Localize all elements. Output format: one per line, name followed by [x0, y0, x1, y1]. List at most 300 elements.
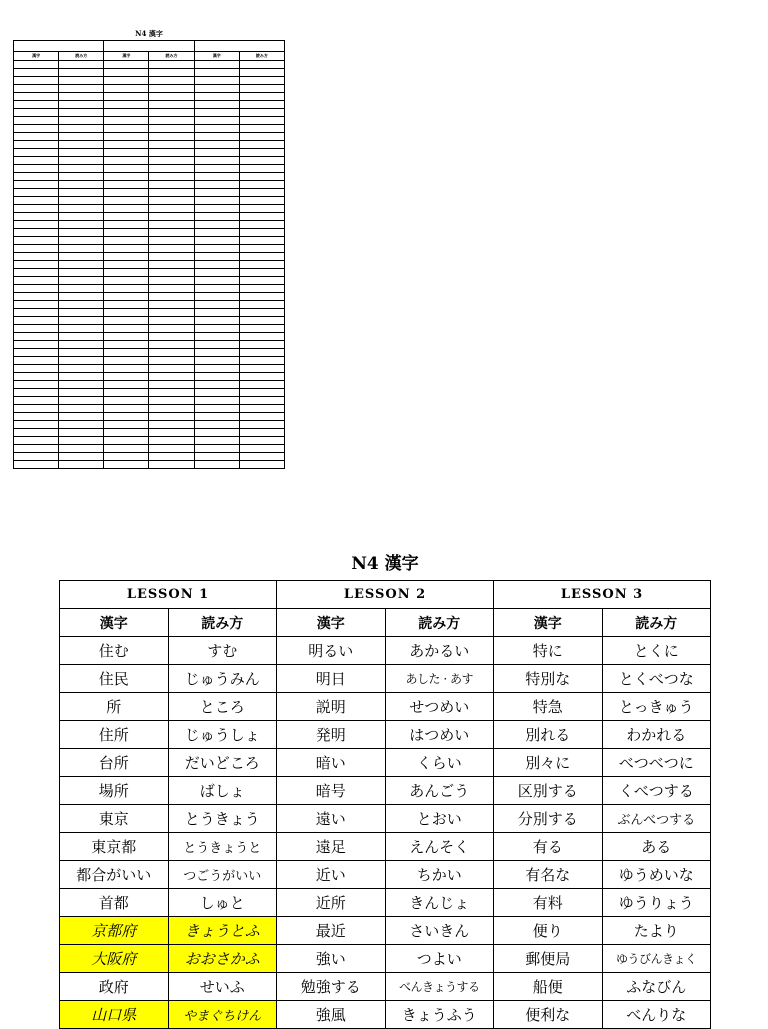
thumbnail-blank-cell: [14, 333, 59, 341]
thumbnail-blank-cell: [59, 461, 104, 469]
table-row: [60, 1001, 711, 1029]
thumbnail-blank-cell: [59, 365, 104, 373]
thumbnail-blank-cell: [104, 69, 149, 77]
column-header-kanji: 漢字: [277, 609, 386, 637]
thumbnail-blank-cell: [104, 325, 149, 333]
thumbnail-blank-cell: [239, 373, 284, 381]
thumbnail-blank-cell: [239, 221, 284, 229]
thumbnail-header-reading: 読み方: [59, 52, 104, 61]
lesson-3-header: LESSON 3: [494, 581, 711, 609]
thumbnail-blank-cell: [149, 301, 194, 309]
thumbnail-blank-cell: [14, 213, 59, 221]
thumbnail-blank-cell: [14, 181, 59, 189]
kanji-cell: 東京都: [60, 833, 169, 861]
thumbnail-blank-cell: [194, 349, 239, 357]
thumbnail-blank-cell: [59, 309, 104, 317]
thumbnail-blank-cell: [194, 173, 239, 181]
thumbnail-header-reading: 読み方: [149, 52, 194, 61]
thumbnail-blank-cell: [239, 421, 284, 429]
reading-cell: あした · あす: [385, 665, 494, 693]
reading-cell: ゆうりょう: [602, 889, 711, 917]
thumbnail-blank-cell: [59, 269, 104, 277]
thumbnail-blank-cell: [104, 373, 149, 381]
thumbnail-blank-cell: [194, 205, 239, 213]
thumbnail-blank-cell: [59, 325, 104, 333]
reading-cell: えんそく: [385, 833, 494, 861]
thumbnail-blank-cell: [149, 133, 194, 141]
thumbnail-blank-cell: [194, 309, 239, 317]
thumbnail-blank-cell: [59, 229, 104, 237]
table-row: [60, 665, 711, 693]
thumbnail-blank-cell: [194, 109, 239, 117]
table-row: [60, 973, 711, 1001]
thumbnail-blank-cell: [194, 69, 239, 77]
thumbnail-blank-row: [14, 277, 285, 285]
thumbnail-blank-row: [14, 141, 285, 149]
thumbnail-blank-cell: [59, 317, 104, 325]
thumbnail-blank-cell: [59, 261, 104, 269]
thumbnail-blank-cell: [239, 109, 284, 117]
thumbnail-blank-cell: [194, 93, 239, 101]
thumbnail-blank-cell: [59, 373, 104, 381]
thumbnail-blank-cell: [59, 213, 104, 221]
thumbnail-blank-cell: [59, 405, 104, 413]
thumbnail-blank-cell: [239, 101, 284, 109]
thumbnail-blank-row: [14, 205, 285, 213]
thumbnail-blank-cell: [104, 293, 149, 301]
thumbnail-blank-cell: [59, 165, 104, 173]
lesson-1-header: LESSON 1: [60, 581, 277, 609]
thumbnail-blank-cell: [239, 397, 284, 405]
reading-cell: はつめい: [385, 721, 494, 749]
thumbnail-blank-cell: [194, 245, 239, 253]
reading-cell: つよい: [385, 945, 494, 973]
thumbnail-blank-cell: [194, 461, 239, 469]
kanji-cell: 京都府: [60, 917, 169, 945]
kanji-cell: 大阪府: [60, 945, 169, 973]
thumbnail-blank-cell: [14, 397, 59, 405]
table-row: [60, 861, 711, 889]
reading-cell: とおい: [385, 805, 494, 833]
thumbnail-blank-cell: [104, 453, 149, 461]
thumbnail-lesson-cell: [104, 41, 194, 52]
thumbnail-blank-cell: [104, 181, 149, 189]
thumbnail-blank-cell: [194, 381, 239, 389]
thumbnail-blank-cell: [104, 445, 149, 453]
reading-cell: ふなびん: [602, 973, 711, 1001]
kanji-cell: 強い: [277, 945, 386, 973]
thumbnail-blank-row: [14, 229, 285, 237]
thumbnail-blank-cell: [239, 77, 284, 85]
thumbnail-blank-cell: [194, 189, 239, 197]
thumbnail-blank-row: [14, 381, 285, 389]
thumbnail-blank-cell: [14, 173, 59, 181]
thumbnail-blank-cell: [104, 133, 149, 141]
thumbnail-blank-cell: [239, 429, 284, 437]
thumbnail-blank-cell: [14, 349, 59, 357]
thumbnail-blank-cell: [104, 413, 149, 421]
thumbnail-blank-cell: [14, 229, 59, 237]
thumbnail-blank-cell: [239, 453, 284, 461]
thumbnail-blank-cell: [194, 77, 239, 85]
thumbnail-blank-cell: [239, 229, 284, 237]
kanji-cell: 近い: [277, 861, 386, 889]
thumbnail-blank-cell: [59, 413, 104, 421]
column-header-reading: 読み方: [385, 609, 494, 637]
thumbnail-blank-cell: [239, 69, 284, 77]
reading-cell: とうきょうと: [168, 833, 277, 861]
thumbnail-blank-cell: [104, 85, 149, 93]
thumbnail-blank-cell: [149, 221, 194, 229]
thumbnail-blank-cell: [14, 61, 59, 69]
thumbnail-blank-cell: [59, 237, 104, 245]
thumbnail-blank-cell: [149, 141, 194, 149]
thumbnail-blank-cell: [194, 165, 239, 173]
thumbnail-blank-cell: [14, 285, 59, 293]
reading-cell: べんきょうする: [385, 973, 494, 1001]
thumbnail-blank-cell: [104, 77, 149, 85]
thumbnail-blank-cell: [149, 397, 194, 405]
thumbnail-blank-cell: [59, 93, 104, 101]
thumbnail-blank-cell: [194, 397, 239, 405]
thumbnail-blank-cell: [104, 301, 149, 309]
page-title: N4 漢字: [351, 554, 419, 574]
thumbnail-blank-cell: [14, 341, 59, 349]
kanji-cell: 説明: [277, 693, 386, 721]
thumbnail-blank-cell: [149, 341, 194, 349]
thumbnail-blank-row: [14, 253, 285, 261]
thumbnail-blank-cell: [194, 293, 239, 301]
thumbnail-blank-cell: [104, 165, 149, 173]
thumbnail-blank-cell: [59, 189, 104, 197]
reading-cell: すむ: [168, 637, 277, 665]
thumbnail-blank-cell: [194, 317, 239, 325]
thumbnail-blank-cell: [149, 165, 194, 173]
thumbnail-blank-cell: [14, 149, 59, 157]
thumbnail-blank-cell: [104, 197, 149, 205]
kanji-table: [59, 580, 711, 1029]
thumbnail-blank-cell: [14, 189, 59, 197]
thumbnail-blank-row: [14, 349, 285, 357]
thumbnail-blank-cell: [59, 125, 104, 133]
thumbnail-blank-cell: [149, 205, 194, 213]
thumbnail-blank-cell: [194, 213, 239, 221]
thumbnail-blank-cell: [239, 261, 284, 269]
thumbnail-blank-row: [14, 69, 285, 77]
thumbnail-blank-cell: [194, 117, 239, 125]
thumbnail-blank-cell: [59, 285, 104, 293]
thumbnail-blank-cell: [14, 197, 59, 205]
thumbnail-blank-cell: [239, 237, 284, 245]
thumbnail-blank-cell: [149, 181, 194, 189]
thumbnail-blank-cell: [239, 197, 284, 205]
thumbnail-blank-cell: [194, 101, 239, 109]
thumbnail-blank-cell: [239, 285, 284, 293]
reading-cell: きょうとふ: [168, 917, 277, 945]
thumbnail-blank-cell: [104, 365, 149, 373]
thumbnail-blank-cell: [239, 245, 284, 253]
thumbnail-blank-cell: [239, 173, 284, 181]
thumbnail-blank-cell: [239, 85, 284, 93]
kanji-cell: 暗号: [277, 777, 386, 805]
kanji-cell: 山口県: [60, 1001, 169, 1029]
thumbnail-blank-cell: [59, 85, 104, 93]
table-row: [60, 833, 711, 861]
thumbnail-blank-cell: [149, 405, 194, 413]
thumbnail-blank-cell: [59, 421, 104, 429]
thumbnail-blank-row: [14, 261, 285, 269]
thumbnail-blank-cell: [104, 205, 149, 213]
thumbnail-blank-cell: [149, 453, 194, 461]
thumbnail-blank-row: [14, 157, 285, 165]
reading-cell: とくべつな: [602, 665, 711, 693]
lesson-2-header: LESSON 2: [277, 581, 494, 609]
table-row: [60, 805, 711, 833]
thumbnail-blank-cell: [14, 141, 59, 149]
thumbnail-blank-cell: [14, 421, 59, 429]
thumbnail-blank-cell: [149, 309, 194, 317]
thumbnail-blank-row: [14, 197, 285, 205]
thumbnail-blank-cell: [239, 341, 284, 349]
thumbnail-blank-cell: [104, 213, 149, 221]
thumbnail-blank-cell: [104, 277, 149, 285]
kanji-cell: 特急: [494, 693, 603, 721]
thumbnail-blank-row: [14, 421, 285, 429]
thumbnail-blank-cell: [194, 285, 239, 293]
kanji-cell: 別れる: [494, 721, 603, 749]
thumbnail-blank-cell: [149, 77, 194, 85]
thumbnail-header-kanji: 漢字: [104, 52, 149, 61]
thumbnail-blank-cell: [149, 325, 194, 333]
column-header-kanji: 漢字: [494, 609, 603, 637]
thumbnail-blank-cell: [104, 397, 149, 405]
thumbnail-blank-cell: [59, 149, 104, 157]
kanji-cell: 特に: [494, 637, 603, 665]
thumbnail-blank-cell: [149, 253, 194, 261]
thumbnail-blank-cell: [104, 357, 149, 365]
thumbnail-blank-cell: [59, 381, 104, 389]
thumbnail-blank-cell: [194, 197, 239, 205]
thumbnail-header-reading: 読み方: [239, 52, 284, 61]
table-row: [60, 917, 711, 945]
kanji-cell: 有料: [494, 889, 603, 917]
thumbnail-blank-row: [14, 245, 285, 253]
thumbnail-blank-cell: [194, 269, 239, 277]
thumbnail-blank-cell: [194, 261, 239, 269]
kanji-cell: 近所: [277, 889, 386, 917]
kanji-cell: 場所: [60, 777, 169, 805]
table-row: [60, 889, 711, 917]
thumbnail-blank-cell: [239, 125, 284, 133]
thumbnail-blank-cell: [59, 69, 104, 77]
thumbnail-blank-cell: [149, 125, 194, 133]
thumbnail-blank-cell: [104, 141, 149, 149]
thumbnail-blank-cell: [194, 413, 239, 421]
thumbnail-blank-cell: [59, 181, 104, 189]
thumbnail-blank-row: [14, 77, 285, 85]
thumbnail-blank-cell: [104, 437, 149, 445]
thumbnail-blank-cell: [149, 421, 194, 429]
thumbnail-blank-cell: [149, 445, 194, 453]
thumbnail-header-kanji: 漢字: [194, 52, 239, 61]
thumbnail-blank-cell: [59, 141, 104, 149]
thumbnail-blank-cell: [14, 93, 59, 101]
thumbnail-blank-row: [14, 237, 285, 245]
thumbnail-blank-cell: [59, 389, 104, 397]
thumbnail-blank-cell: [59, 77, 104, 85]
thumbnail-blank-cell: [239, 205, 284, 213]
thumbnail-blank-row: [14, 309, 285, 317]
thumbnail-blank-cell: [59, 253, 104, 261]
thumbnail-blank-cell: [194, 333, 239, 341]
thumbnail-blank-cell: [239, 461, 284, 469]
thumbnail-blank-cell: [104, 461, 149, 469]
thumbnail-blank-cell: [194, 357, 239, 365]
thumbnail-blank-cell: [14, 117, 59, 125]
thumbnail-blank-cell: [104, 285, 149, 293]
thumbnail-blank-cell: [14, 245, 59, 253]
kanji-cell: 便利な: [494, 1001, 603, 1029]
thumbnail-blank-cell: [14, 405, 59, 413]
thumbnail-blank-cell: [194, 421, 239, 429]
thumbnail-blank-cell: [149, 365, 194, 373]
thumbnail-blank-cell: [104, 405, 149, 413]
reading-cell: おおさかふ: [168, 945, 277, 973]
thumbnail-blank-cell: [239, 413, 284, 421]
thumbnail-blank-row: [14, 221, 285, 229]
table-row: [60, 749, 711, 777]
reading-cell: さいきん: [385, 917, 494, 945]
kanji-cell: 明日: [277, 665, 386, 693]
thumbnail-blank-cell: [104, 341, 149, 349]
thumbnail-blank-row: [14, 189, 285, 197]
thumbnail-blank-cell: [149, 149, 194, 157]
thumbnail-blank-cell: [14, 437, 59, 445]
thumbnail-blank-cell: [14, 453, 59, 461]
thumbnail-blank-row: [14, 437, 285, 445]
kanji-cell: 郵便局: [494, 945, 603, 973]
thumbnail-blank-cell: [104, 261, 149, 269]
reading-cell: とうきょう: [168, 805, 277, 833]
lesson-header-row: [60, 581, 711, 609]
thumbnail-blank-cell: [239, 157, 284, 165]
column-header-row: [60, 609, 711, 637]
kanji-cell: 政府: [60, 973, 169, 1001]
thumbnail-blank-cell: [104, 389, 149, 397]
kanji-cell: 住む: [60, 637, 169, 665]
thumbnail-blank-cell: [149, 317, 194, 325]
thumbnail-blank-cell: [14, 373, 59, 381]
thumbnail-blank-cell: [239, 93, 284, 101]
thumbnail-blank-cell: [14, 445, 59, 453]
thumbnail-blank-cell: [59, 117, 104, 125]
kanji-cell: 区別する: [494, 777, 603, 805]
kanji-cell: 別々に: [494, 749, 603, 777]
thumbnail-blank-cell: [194, 373, 239, 381]
thumbnail-blank-row: [14, 413, 285, 421]
reading-cell: ある: [602, 833, 711, 861]
thumbnail-blank-cell: [14, 133, 59, 141]
thumbnail-blank-cell: [59, 197, 104, 205]
thumbnail-blank-cell: [239, 149, 284, 157]
thumbnail-blank-cell: [14, 125, 59, 133]
thumbnail-blank-row: [14, 333, 285, 341]
thumbnail-blank-cell: [149, 373, 194, 381]
kanji-cell: 台所: [60, 749, 169, 777]
thumbnail-blank-cell: [194, 365, 239, 373]
thumbnail-blank-cell: [239, 293, 284, 301]
reading-cell: せつめい: [385, 693, 494, 721]
thumbnail-blank-cell: [239, 117, 284, 125]
thumbnail-blank-row: [14, 389, 285, 397]
kanji-cell: 首都: [60, 889, 169, 917]
thumbnail-blank-cell: [14, 109, 59, 117]
column-header-reading: 読み方: [602, 609, 711, 637]
reading-cell: だいどころ: [168, 749, 277, 777]
thumbnail-blank-cell: [239, 277, 284, 285]
thumbnail-blank-cell: [194, 405, 239, 413]
thumbnail-blank-cell: [239, 181, 284, 189]
thumbnail-blank-cell: [14, 277, 59, 285]
thumbnail-blank-cell: [239, 437, 284, 445]
table-row: [60, 777, 711, 805]
reading-cell: くらい: [385, 749, 494, 777]
kanji-cell: 所: [60, 693, 169, 721]
reading-cell: しゅと: [168, 889, 277, 917]
thumbnail-blank-cell: [194, 61, 239, 69]
kanji-cell: 明るい: [277, 637, 386, 665]
thumbnail-blank-cell: [194, 141, 239, 149]
thumbnail-blank-cell: [194, 429, 239, 437]
thumbnail-blank-row: [14, 405, 285, 413]
thumbnail-blank-cell: [104, 349, 149, 357]
thumbnail-blank-cell: [194, 133, 239, 141]
thumbnail-blank-cell: [59, 133, 104, 141]
thumbnail-blank-cell: [14, 325, 59, 333]
thumbnail-blank-cell: [149, 189, 194, 197]
thumbnail-blank-row: [14, 325, 285, 333]
thumbnail-table: [13, 40, 285, 469]
kanji-cell: 特別な: [494, 665, 603, 693]
thumbnail-blank-cell: [149, 285, 194, 293]
thumbnail-blank-row: [14, 101, 285, 109]
thumbnail-blank-cell: [14, 381, 59, 389]
thumbnail-blank-cell: [59, 429, 104, 437]
thumbnail-blank-cell: [149, 429, 194, 437]
thumbnail-blank-row: [14, 357, 285, 365]
thumbnail-blank-cell: [149, 277, 194, 285]
thumbnail-blank-cell: [104, 61, 149, 69]
thumbnail-blank-cell: [149, 85, 194, 93]
table-row: [60, 721, 711, 749]
thumbnail-blank-cell: [104, 237, 149, 245]
thumbnail-blank-cell: [104, 269, 149, 277]
thumbnail-blank-cell: [14, 253, 59, 261]
reading-cell: ゆうびんきょく: [602, 945, 711, 973]
thumbnail-blank-cell: [149, 413, 194, 421]
thumbnail-blank-row: [14, 285, 285, 293]
thumbnail-blank-cell: [194, 181, 239, 189]
thumbnail-blank-cell: [104, 245, 149, 253]
thumbnail-blank-row: [14, 293, 285, 301]
reading-cell: たより: [602, 917, 711, 945]
thumbnail-blank-cell: [59, 109, 104, 117]
thumbnail-blank-cell: [104, 101, 149, 109]
thumbnail-blank-row: [14, 365, 285, 373]
kanji-cell: 有る: [494, 833, 603, 861]
reading-cell: べつべつに: [602, 749, 711, 777]
thumbnail-blank-row: [14, 93, 285, 101]
